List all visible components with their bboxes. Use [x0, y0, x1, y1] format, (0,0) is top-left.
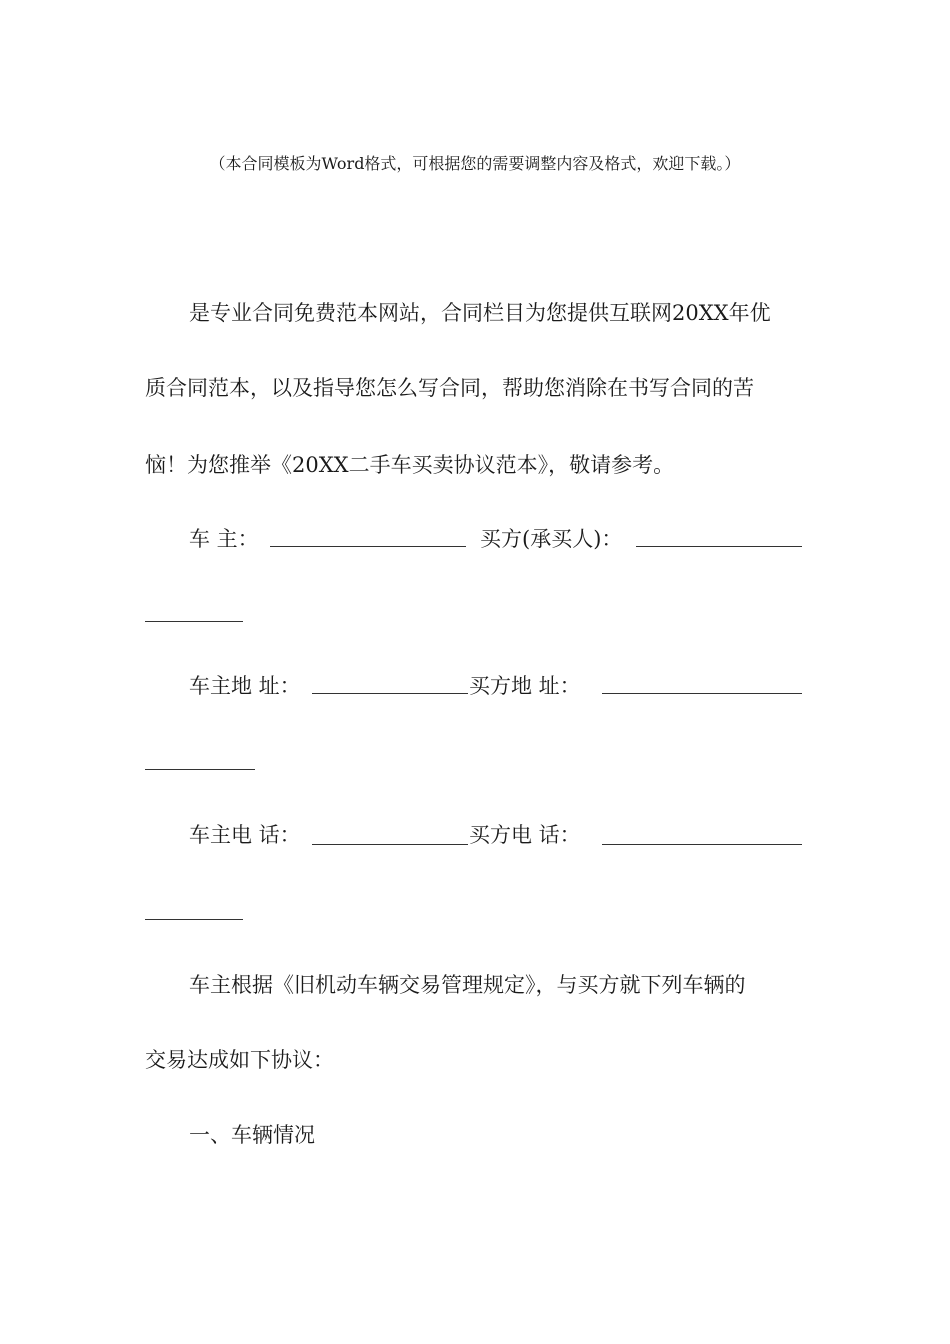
buyer-phone-blank[interactable]	[602, 844, 802, 845]
buyer-name-blank[interactable]	[636, 546, 802, 547]
agreement-line-2: 交易达成如下协议：	[145, 1048, 334, 1072]
section-1-title: 一、车辆情况	[189, 1123, 315, 1147]
buyer-phone-blank-continued[interactable]	[145, 919, 243, 920]
buyer-name-blank-continued[interactable]	[145, 621, 243, 622]
buyer-address-blank-continued[interactable]	[145, 769, 255, 770]
intro-line-3: 恼！为您推举《20XX二手车买卖协议范本》，敬请参考。	[145, 453, 675, 477]
agreement-line-1: 车主根据《旧机动车辆交易管理规定》，与买方就下列车辆的	[189, 973, 746, 997]
buyer-address-blank[interactable]	[602, 693, 802, 694]
intro-line-2: 质合同范本，以及指导您怎么写合同，帮助您消除在书写合同的苦	[145, 376, 754, 400]
owner-phone-blank[interactable]	[312, 844, 468, 845]
owner-name-blank[interactable]	[270, 546, 466, 547]
template-note: （本合同模板为Word格式，可根据您的需要调整内容及格式，欢迎下载。）	[209, 154, 741, 173]
intro-line-1: 是专业合同免费范本网站，合同栏目为您提供互联网20XX年优	[189, 301, 771, 325]
owner-phone-label: 车主电 话：	[189, 823, 301, 847]
buyer-phone-label: 买方电 话：	[469, 823, 581, 847]
owner-label: 车 主：	[189, 527, 259, 551]
owner-address-blank[interactable]	[312, 693, 468, 694]
owner-address-label: 车主地 址：	[189, 674, 301, 698]
buyer-label: 买方(承买人)：	[480, 527, 623, 551]
buyer-address-label: 买方地 址：	[469, 674, 581, 698]
